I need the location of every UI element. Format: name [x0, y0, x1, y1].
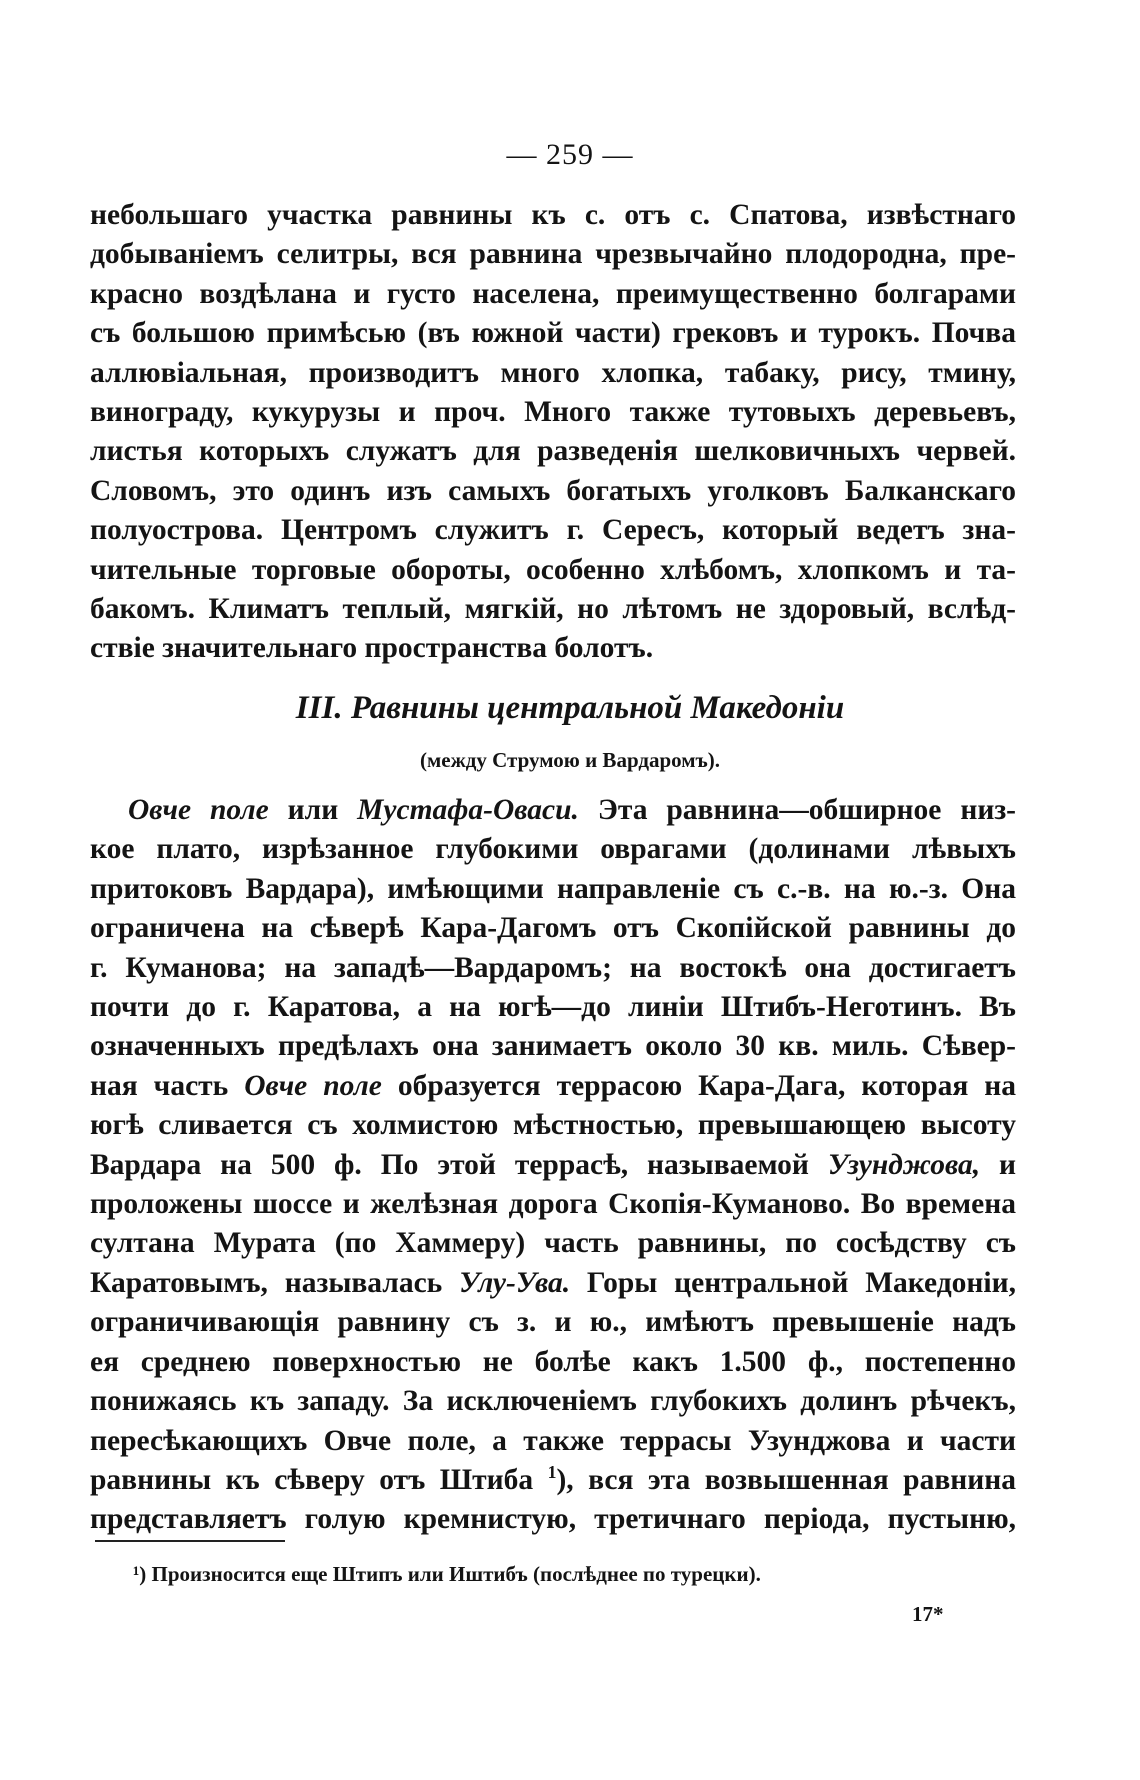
text-line: притоковъ Вардара), имѣющими направленіе съ с.-в. на ю.-з. Она: [90, 872, 1016, 905]
text-line: чительные торговые обороты, особенно хлѣбомъ, хлопкомъ и та-: [90, 553, 1016, 586]
text-line: красно воздѣлана и густо населена, преимущественно болгарами: [90, 277, 1016, 310]
term-ovche-pole: Овче поле: [128, 794, 269, 826]
section-subheading: (между Струмою и Вардаромъ).: [419, 748, 721, 772]
term-ulu-uva: Улу-Ува.: [459, 1266, 571, 1299]
printer-signature-mark: 17*: [912, 1602, 944, 1626]
text-line: ея среднею поверхностью не болѣе какъ 1.500 ф., постепенно: [90, 1345, 1016, 1378]
page-number: — 259 —: [506, 138, 634, 171]
text-line: почти до г. Каратова, а на югѣ—до линіи Штибъ-Неготинъ. Въ: [90, 991, 1016, 1024]
text-line: понижаясь къ западу. За исключеніемъ глубокихъ долинъ рѣчекъ,: [90, 1385, 1016, 1418]
term-uzundzhova: Узунджова,: [827, 1148, 981, 1181]
text-line: винограду, кукурузы и проч. Много также тутовыхъ деревьевъ,: [90, 396, 1016, 429]
text-line: небольшаго участка равнины къ с. отъ с. Спатова, извѣстнаго: [90, 199, 1016, 231]
text-line: листья которыхъ служатъ для разведенія шелковичныхъ червей.: [90, 435, 1016, 468]
term-mustafa-ovasi: Мустафа-Оваси.: [357, 794, 579, 826]
text-line: ная часть Овче поле образуется террасою Кара-Дага, которая на: [90, 1069, 1016, 1102]
text-line: пересѣкающихъ Овче поле, а также террасы Узунджова и части: [90, 1424, 1016, 1457]
text-line: представляетъ голую кремнистую, третичнаго періода, пустыню,: [90, 1503, 1016, 1536]
text-line: г. Куманова; на западѣ—Вардаромъ; на востокѣ она достигаетъ: [90, 951, 1016, 984]
text-line: кое плато, изрѣзанное глубокими оврагами (долинами лѣвыхъ: [90, 833, 1016, 866]
text-line: югѣ сливается съ холмистою мѣстностью, превышающею высоту: [90, 1109, 1016, 1142]
text-line: полуострова. Центромъ служитъ г. Сересъ, который ведетъ зна-: [90, 514, 1016, 547]
footnote-divider: [95, 1540, 285, 1542]
text-line: ограничена на сѣверѣ Кара-Дагомъ отъ Скопійской равнины до: [90, 912, 1016, 945]
text-line: добываніемъ селитры, вся равнина чрезвычайно плодородна, пре-: [90, 238, 1016, 271]
text-line: Вардара на 500 ф. По этой террасѣ, называемой Узунджова, и: [90, 1148, 1016, 1181]
text-line: равнины къ сѣверу отъ Штиба $^1$), вся эта возвышенная равнина: [90, 1462, 1016, 1496]
paragraph-plains-serres: [90, 196, 1016, 669]
text-line: съ большою примѣсью (въ южной части) грековъ и турокъ. Почва: [90, 317, 1016, 350]
text-line: ограничивающія равнину съ з. и ю., имѣютъ превышеніе надъ: [90, 1306, 1016, 1339]
text-line: бакомъ. Климатъ теплый, мягкій, но лѣтомъ не здоровый, вслѣд-: [90, 593, 1016, 626]
term-ovche-pole-2: Овче поле: [244, 1069, 382, 1102]
text-line: проложены шоссе и желѣзная дорога Скопія-Куманово. Во времена: [90, 1188, 1016, 1221]
footnote-marker: 1: [547, 1462, 557, 1483]
text-line: Овче поле или Мустафа-Оваси. Эта равнина—обширное низ-: [128, 794, 1016, 826]
text-line: означенныхъ предѣлахъ она занимаетъ около 30 кв. миль. Сѣвер-: [90, 1030, 1016, 1063]
text-line: ствіе значительнаго пространства болотъ.: [90, 632, 654, 665]
section-heading: III. Равнины центральной Македоніи: [295, 690, 845, 726]
text-line: аллювіальная, производитъ много хлопка, табаку, рису, тмину,: [90, 356, 1016, 389]
footnote: ¹) Произносится еще Штипъ или Иштибъ (послѣднее по турецки).: [133, 1562, 761, 1586]
paragraph-ovche-pole: [90, 791, 1016, 1540]
text-line: Каратовымъ, называлась Улу-Ува. Горы центральной Македоніи,: [90, 1266, 1016, 1299]
text-line: Словомъ, это одинъ изъ самыхъ богатыхъ уголковъ Балканскаго: [90, 474, 1016, 507]
text-line: султана Мурата (по Хаммеру) часть равнины, по сосѣдству съ: [90, 1227, 1016, 1260]
